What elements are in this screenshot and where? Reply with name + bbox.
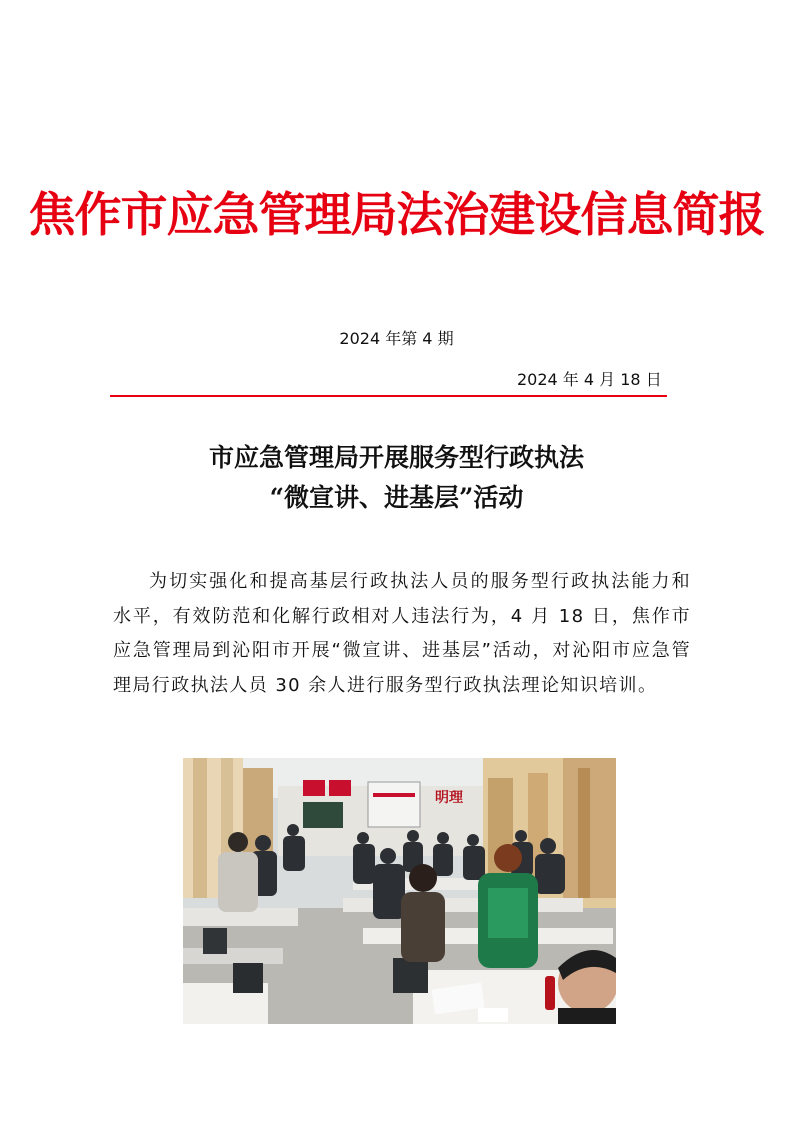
masthead-title: 焦作市应急管理局法治建设信息简报	[28, 188, 765, 243]
issue-number: 2024 年第 4 期	[339, 329, 454, 348]
article-title	[0, 438, 793, 518]
article-paragraph: 为切实强化和提高基层行政执法人员的服务型行政执法能力和水平，有效防范和化解行政相对人违法行为，4 月 18 日，焦作市应急管理局到沁阳市开展“微宣讲、进基层”活动，对沁阳市应急管理局行政执法人员 30 余人进行服务型行政执法理论知识培训。	[113, 571, 691, 696]
article-title-line-1: 市应急管理局开展服务型行政执法	[208, 443, 584, 472]
publish-date: 2024 年 4 月 18 日	[517, 370, 662, 389]
training-session-photo	[183, 758, 616, 1024]
article-title-line-2: “微宣讲、进基层”活动	[269, 483, 524, 512]
red-divider	[110, 395, 667, 397]
wall-banner-text: 明理	[435, 790, 463, 806]
